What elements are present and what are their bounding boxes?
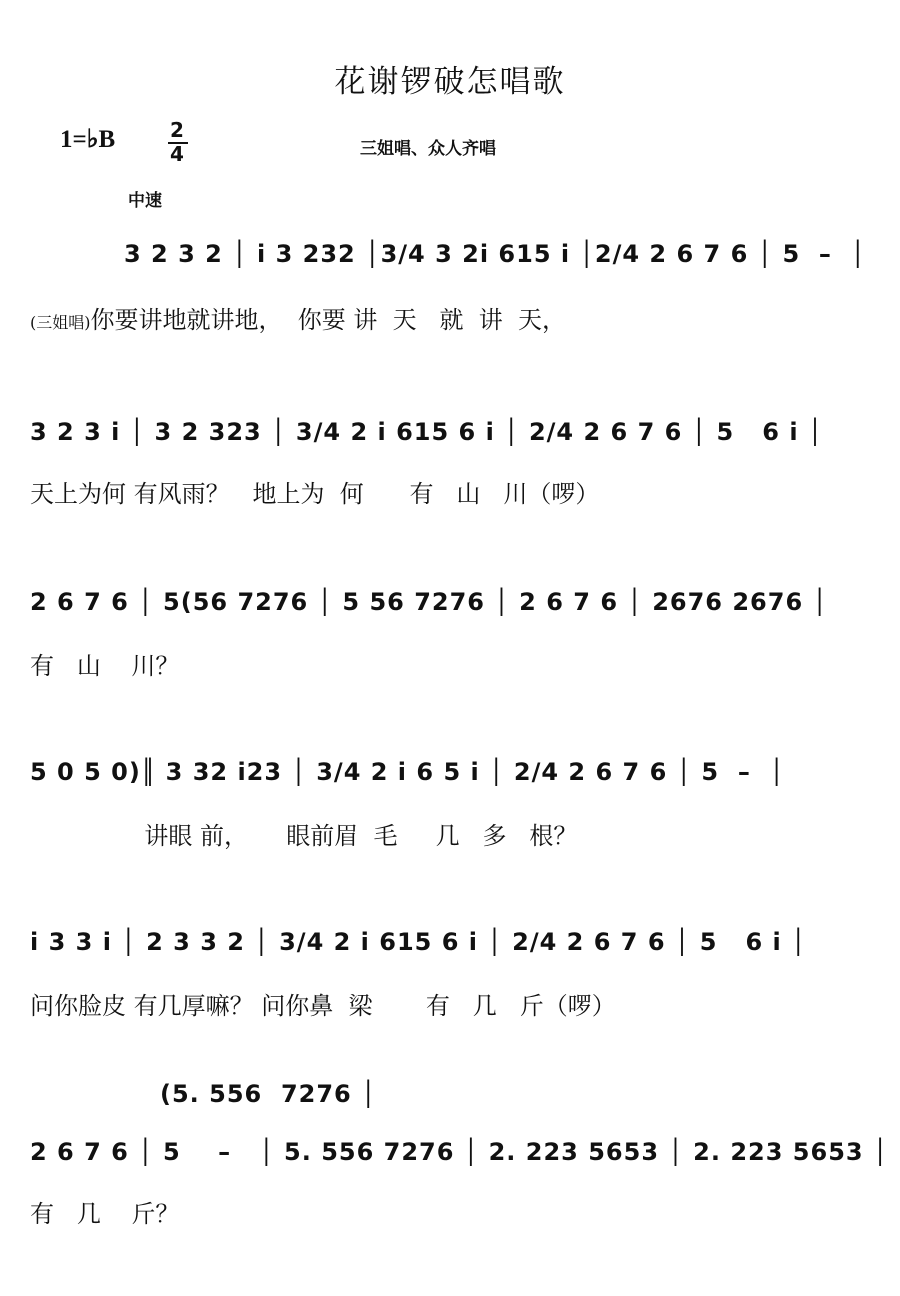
time-signature-bottom: 4: [170, 142, 184, 166]
song-title: 花谢锣破怎唱歌: [334, 64, 566, 100]
notation-line-upper: (5. 556 7276 │: [160, 1080, 377, 1108]
notation-line: 5 0 5 0)║ 3 32 i23 │ 3/4 2 i 6 5 i │ 2/4 2 6 7 6 │ 5 – │: [30, 758, 785, 786]
performers-note: 三姐唱、众人齐唱: [360, 139, 496, 159]
notation-line: 2 6 7 6 │ 5(56 7276 │ 5 56 7276 │ 2 6 7 6 │ 2676 2676 │: [30, 588, 828, 616]
key-signature: 1=♭B: [60, 126, 116, 153]
lyric-line: 问你脸皮 有几厚嘛？ 问你鼻 梁 有 几 斤（啰）: [30, 992, 616, 1020]
lyric-line: 讲眼 前， 眼前眉 毛 几 多 根？: [30, 822, 578, 850]
time-signature-top: 2: [170, 118, 184, 142]
lyric-line: 有 几 斤？: [30, 1200, 180, 1228]
singer-label: (三姐唱): [30, 313, 91, 332]
lyric-text: 你要讲地就讲地， 你要 讲 天 就 讲 天，: [90, 306, 567, 334]
lyric-line: 有 山 川？: [30, 652, 180, 680]
notation-line: 3 2 3 i │ 3 2 323 │ 3/4 2 i 615 6 i │ 2/4 2 6 7 6 │ 5 6 i │: [30, 418, 824, 446]
tempo-marking: 中速: [128, 191, 162, 211]
notation-line: 3 2 3 2 │ i 3 232 │3/4 3 2i 615 i │2/4 2 6 7 6 │ 5 – │: [124, 240, 867, 268]
notation-line: i 3 3 i │ 2 3 3 2 │ 3/4 2 i 615 6 i │ 2/4 2 6 7 6 │ 5 6 i │: [30, 928, 807, 956]
lyric-line: [30, 300, 566, 335]
lyric-line: 天上为何 有风雨？ 地上为 何 有 山 川（啰）: [30, 480, 600, 508]
notation-line: 2 6 7 6 │ 5 – │ 5. 556 7276 │ 2. 223 5653 │ 2. 223 5653 │: [30, 1138, 889, 1166]
